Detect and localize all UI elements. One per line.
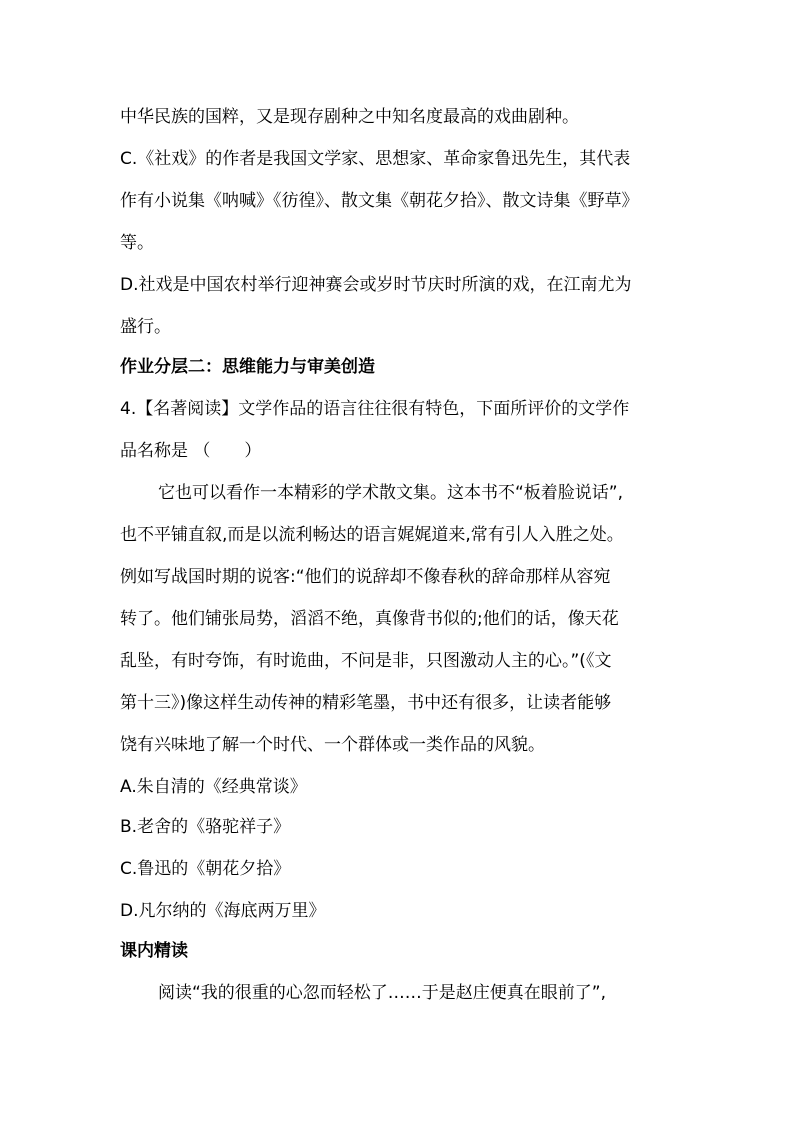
option-b: B.老舍的《骆驼祥子》 [120,817,291,837]
text-line: 中华民族的国粹，又是现存剧种之中知名度最高的戏曲剧种。 [120,107,579,127]
passage-line: 饶有兴味地了解一个时代、一个群体或一类作品的风貌。 [120,735,545,755]
passage-line: 转了。他们铺张局势，滔滔不绝，真像背书似的;他们的话，像天花 [120,609,619,629]
text-line: 等。 [120,233,154,253]
passage-line: 也不平铺直叙,而是以流利畅达的语言娓娓道来,常有引人入胜之处。 [120,525,624,545]
question-line: 4.【名著阅读】文学作品的语言往往很有特色，下面所评价的文学作 [120,399,630,419]
text-line: D.社戏是中国农村举行迎神赛会或岁时节庆时所演的戏，在江南尤为 [120,275,632,295]
option-a: A.朱自清的《经典常谈》 [120,777,307,797]
text-line: C.《社戏》的作者是我国文学家、思想家、革命家鲁迅先生，其代表 [120,149,631,169]
section-heading: 作业分层二：思维能力与审美创造 [120,357,375,377]
option-d: D.凡尔纳的《海底两万里》 [120,901,326,921]
option-c: C.鲁迅的《朝花夕拾》 [120,859,291,879]
passage-line: 例如写战国时期的说客:“他们的说辞却不像春秋的辞命那样从容宛 [120,567,611,587]
text-line: 盛行。 [120,317,171,337]
section-heading: 课内精读 [120,941,188,961]
text-line: 作有小说集《呐喊》《彷徨》、散文集《朝花夕拾》、散文诗集《野草》 [120,191,639,211]
reading-line: 阅读“我的很重的心忽而轻松了……于是赵庄便真在眼前了”, [158,983,607,1003]
passage-line: 第十三》)像这样生动传神的精彩笔墨，书中还有很多，让读者能够 [120,693,612,713]
question-line: 品名称是 （ ） [120,441,262,461]
passage-line: 它也可以看作一本精彩的学术散文集。这本书不“板着脸说话”, [158,483,624,503]
passage-line: 乱坠，有时夸饰，有时诡曲，不问是非，只图激动人主的心。”(《文 [120,651,612,671]
